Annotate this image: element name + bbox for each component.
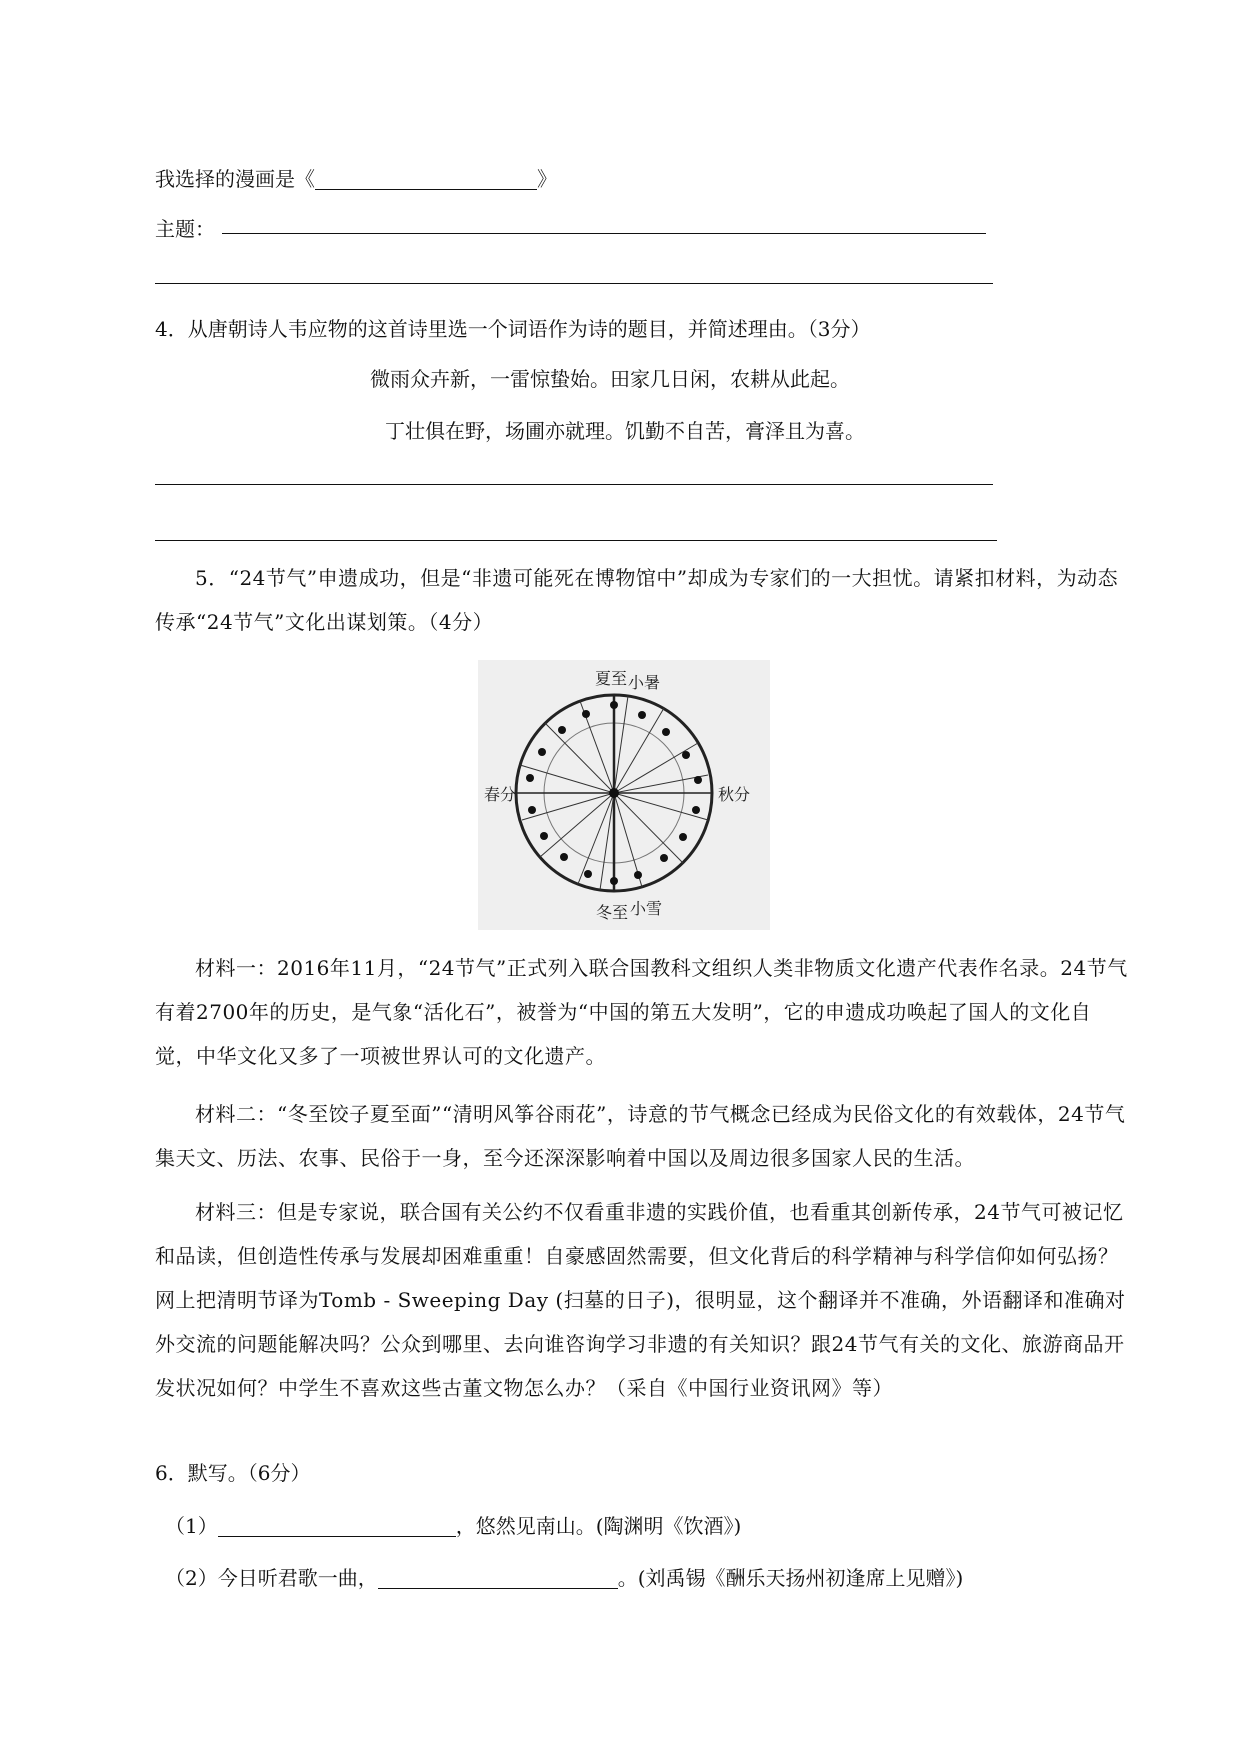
q6-item-2	[165, 1562, 963, 1591]
material-1: 材料一：2016年11月，“24节气”正式列入联合国教科文组织人类非物质文化遗产代表作名录。24节气有着2700年的历史，是气象“活化石”，被誉为“中国的第五大发明”，它的申遗成功唤起了国人的文化自觉，中华文化又多了一项被世界认可的文化遗产。	[155, 956, 1128, 1068]
q6-item-2-prefix: （2）今日听君歌一曲，	[165, 1566, 378, 1590]
label-xiazhi: 夏至	[595, 669, 628, 688]
comic-title-blank[interactable]	[315, 169, 537, 190]
material-3: 材料三：但是专家说，联合国有关公约不仅看重非遗的实践价值，也看重其创新传承，24节气可被记忆和品读，但创造性传承与发展却困难重重！自豪感固然需要，但文化背后的科学精神与科学信仰如何弘扬？网上把清明节译为Tomb - Sweeping Day (扫墓的日子)，很明显，这个翻译并不准确，外语翻译和准确对外交流的问题能解决吗？公众到哪里、去向谁咨询学习非遗的有关知识？跟24节气有关的文化、旅游商品开发状况如何？中学生不喜欢这些古董文物怎么办？（采自《中国行业资讯网》等）	[155, 1200, 1126, 1400]
q4-answer-line-2[interactable]	[155, 540, 997, 541]
theme-label: 主题：	[155, 217, 215, 241]
q5-prompt: 5．“24节气”申遗成功，但是“非遗可能死在博物馆中”却成为专家们的一大担忧。请紧扣材料，为动态传承“24节气”文化出谋划策。（4分）	[155, 566, 1119, 634]
material-2: 材料二：“冬至饺子夏至面”“清明风筝谷雨花”，诗意的节气概念已经成为民俗文化的有效载体，24节气集天文、历法、农事、民俗于一身，至今还深深影响着中国以及周边很多国家人民的生活。	[155, 1102, 1126, 1170]
q6-prompt: 6．默写。（6分）	[155, 1461, 311, 1485]
q4-answer-line-1[interactable]	[155, 484, 993, 485]
q6-item-1-prefix: （1）	[165, 1514, 218, 1538]
q6-item-2-suffix: 。(刘禹锡《酬乐天扬州初逢席上见赠》)	[617, 1566, 964, 1590]
label-xiaoxue: 小雪	[630, 899, 663, 918]
comic-choice-prefix: 我选择的漫画是《	[155, 167, 315, 191]
q6-item-2-blank[interactable]	[378, 1568, 618, 1589]
label-xiaoshu: 小暑	[628, 673, 661, 692]
label-chunfen: 春分	[484, 785, 517, 804]
label-qiufen: 秋分	[718, 785, 751, 804]
q6-item-1-suffix: ，悠然见南山。(陶渊明《饮酒》)	[455, 1514, 742, 1538]
theme-answer-line-2[interactable]	[155, 283, 993, 284]
comic-choice-suffix: 》	[537, 167, 557, 191]
label-dongzhi: 冬至	[596, 903, 629, 922]
q4-poem-line-1: 微雨众卉新，一雷惊蛰始。田家几日闲，农耕从此起。	[370, 367, 850, 391]
q4-prompt: 4．从唐朝诗人韦应物的这首诗里选一个词语作为诗的题目，并简述理由。（3分）	[155, 317, 871, 341]
q6-item-1	[165, 1510, 741, 1539]
q4-poem-line-2: 丁壮俱在野，场圃亦就理。饥勤不自苦，膏泽且为喜。	[385, 419, 865, 443]
q6-item-1-blank[interactable]	[218, 1516, 456, 1537]
solar-terms-diagram	[478, 660, 770, 930]
comic-choice-line	[155, 163, 557, 192]
solar-terms-svg	[478, 660, 770, 930]
theme-answer-line-1[interactable]	[222, 233, 986, 234]
